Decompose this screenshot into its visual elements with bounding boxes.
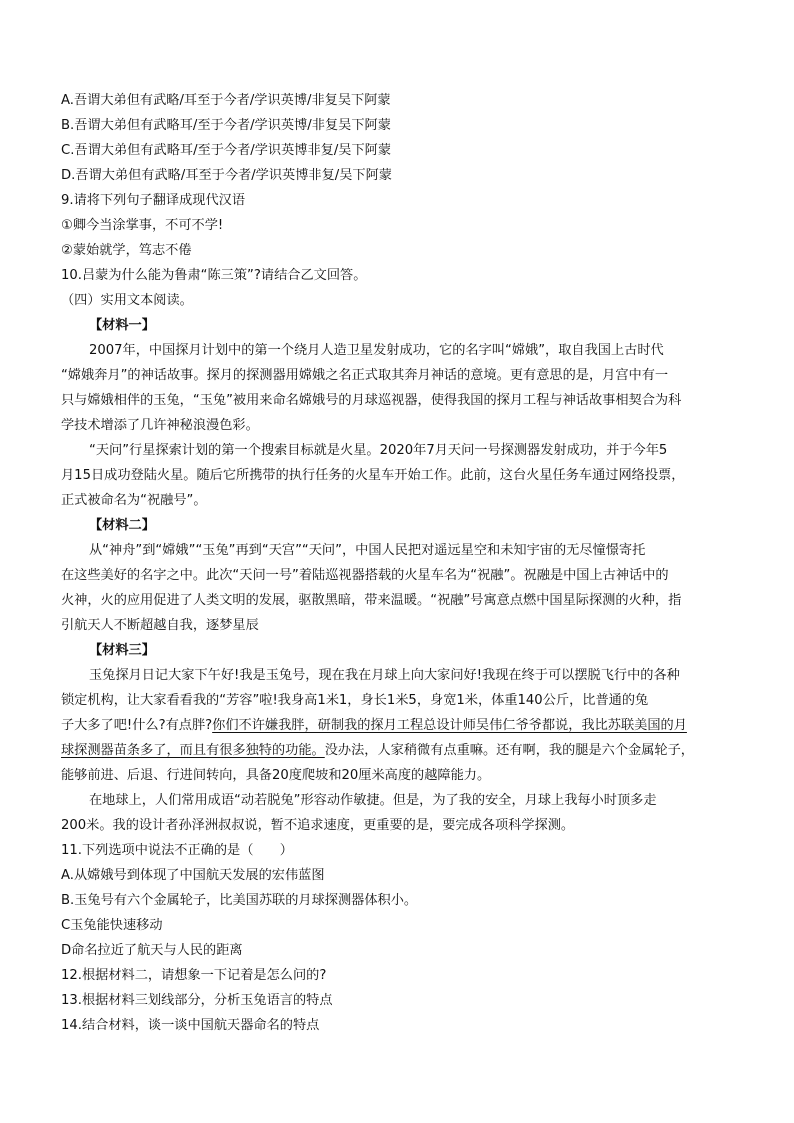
- material-3-para-2-line-1: 在地球上，人们常用成语“动若脱兔”形容动作敏捷。但是，为了我的安全，月球上我每小时顶多走: [89, 793, 657, 808]
- material-1-para-1-line-2: “嫦娥奔月”的神话故事。探月的探测器用嫦娥之名正式取其奔月神话的意境。更有意思的是，月宫中有一: [61, 368, 669, 383]
- material-3-line-3-plain: 子大多了吧!什么?有点胖?: [61, 718, 213, 733]
- q9-sentence-1: ①卿今当涂掌事，不可不学!: [61, 218, 224, 233]
- q8-option-d: D.吾谓大弟但有武略/耳至于今者/学识英博非复/吴下阿蒙: [61, 168, 392, 183]
- q12-prompt: 12.根据材料二，请想象一下记着是怎么问的?: [61, 968, 327, 983]
- q10-prompt: 10.吕蒙为什么能为鲁肃“陈三策”?请结合乙文回答。: [61, 268, 367, 283]
- material-3-heading: 【材料三】: [89, 643, 155, 658]
- q11-prompt: 11.下列选项中说法不正确的是（ ）: [61, 843, 293, 858]
- material-1-para-1-line-1: 2007年，中国探月计划中的第一个绕月人造卫星发射成功，它的名字叫“嫦娥”，取自我国上古时代: [89, 343, 664, 358]
- material-3-underlined-part-2: 球探测器苗条多了，而且有很多独特的功能。: [61, 743, 325, 758]
- q11-option-b: B.玉兔号有六个金属轮子，比美国苏联的月球探测器体积小。: [61, 893, 418, 908]
- material-1-heading: 【材料一】: [89, 318, 155, 333]
- q8-option-b: B.吾谓大弟但有武略耳/至于今者/学识英博/非复吴下阿蒙: [61, 118, 391, 133]
- material-1-para-2-line-3: 正式被命名为“祝融号”。: [61, 493, 207, 508]
- material-2-line-4: 引航天人不断超越自我，逐梦星辰: [61, 618, 259, 633]
- section-4-title: （四）实用文本阅读。: [61, 293, 193, 308]
- material-3-para-2-line-2: 200米。我的设计者孙泽洲叔叔说，暂不追求速度，更重要的是，要完成各项科学探测。: [61, 818, 575, 833]
- material-1-para-2-line-2: 月15日成功登陆火星。随后它所携带的执行任务的火星车开始工作。此前，这台火星任务车通过网络投票，: [61, 468, 685, 483]
- material-2-line-3: 火神，火的应用促进了人类文明的发展，驱散黑暗，带来温暖。“祝融”号寓意点燃中国星际探测的火种，指: [61, 593, 682, 608]
- q11-option-c: C玉兔能快速移动: [61, 918, 163, 933]
- q13-prompt: 13.根据材料三划线部分，分析玉兔语言的特点: [61, 993, 333, 1008]
- material-1-para-2-line-1: “天问”行星探索计划的第一个搜索目标就是火星。2020年7月天问一号探测器发射成功，并于今年5: [89, 443, 668, 458]
- q14-prompt: 14.结合材料，谈一谈中国航天器命名的特点: [61, 1018, 320, 1033]
- q8-option-a: A.吾谓大弟但有武略/耳至于今者/学识英博/非复吴下阿蒙: [61, 93, 391, 108]
- material-2-heading: 【材料二】: [89, 518, 155, 533]
- q9-prompt: 9.请将下列句子翻译成现代汉语: [61, 193, 246, 208]
- q11-option-d: D命名拉近了航天与人民的距离: [61, 943, 243, 958]
- material-3-line-3: [61, 713, 741, 738]
- material-3-underlined-part-1: 你们不许嫌我胖，研制我的探月工程总设计师吴伟仁爷爷都说，我比苏联美国的月: [212, 718, 687, 733]
- material-3-line-5: 能够前进、后退、行进间转向，具备20度爬坡和20厘米高度的越障能力。: [61, 768, 491, 783]
- material-1-para-1-line-4: 学技术增添了几许神秘浪漫色彩。: [61, 418, 259, 433]
- material-3-line-1: 玉兔探月日记大家下午好!我是玉兔号，现在我在月球上向大家问好!我现在终于可以摆脱飞行中的各种: [89, 668, 680, 683]
- q8-option-c: C.吾谓大弟但有武略耳/至于今者/学识英博非复/吴下阿蒙: [61, 143, 392, 158]
- material-2-line-2: 在这些美好的名字之中。此次“天问一号”着陆巡视器搭载的火星车名为“祝融”。祝融是中国上古神话中的: [61, 568, 669, 583]
- material-3-line-4: [61, 738, 741, 763]
- material-1-para-1-line-3: 只与嫦娥相伴的玉兔，“玉兔”被用来命名嫦娥号的月球巡视器，使得我国的探月工程与神话故事相契合为科: [61, 393, 682, 408]
- material-3-line-2: 锁定机构，让大家看看我的“芳容”啦!我身高1米1，身长1米5，身宽1米，体重140公斤，比普通的兔: [61, 693, 649, 708]
- q9-sentence-2: ②蒙始就学，笃志不倦: [61, 243, 192, 258]
- material-3-line-4-plain: 没办法，人家稍微有点重嘛。还有啊，我的腿是六个金属轮子，: [324, 743, 694, 758]
- q11-option-a: A.从嫦娥号到体现了中国航天发展的宏伟蓝图: [61, 868, 325, 883]
- material-2-line-1: 从“神舟”到“嫦娥”“玉兔”再到“天宫”“天问”，中国人民把对遥远星空和未知宇宙的无尽憧憬寄托: [89, 543, 646, 558]
